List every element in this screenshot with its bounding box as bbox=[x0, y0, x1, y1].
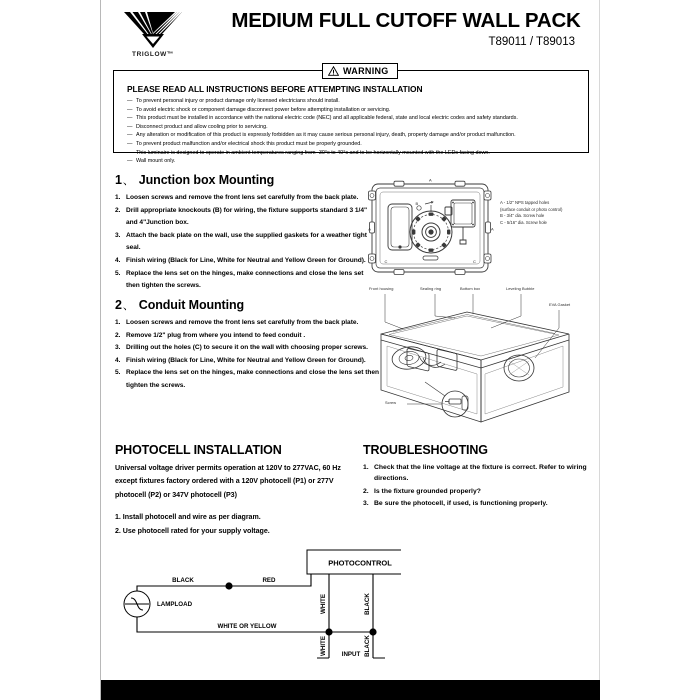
step-text: Finish wiring (Black for Line, White for Neutral and Yellow Green for Ground). bbox=[126, 356, 366, 364]
photocell-installation-section bbox=[115, 443, 357, 538]
section-1-heading bbox=[115, 172, 370, 188]
step-index: 4. bbox=[115, 256, 121, 264]
step-text: Loosen screws and remove the front lens set carefully from the back plate. bbox=[126, 194, 359, 201]
step-item bbox=[115, 192, 370, 205]
wire-label-black-lower: BLACK bbox=[364, 635, 371, 657]
step-index: 2. bbox=[115, 331, 121, 339]
step-index: 1. bbox=[115, 319, 121, 326]
warning-bullet: — Wall mount only. bbox=[127, 158, 176, 165]
troubleshooting-index: 2. bbox=[363, 487, 369, 495]
wire-label-input: INPUT bbox=[341, 651, 361, 658]
photocell-paragraph: Universal voltage driver permits operation at 120V to 277VAC, 60 Hz except fixtures factory ordered with a 120V photocell (P1) or 277V photocell (P2) or 347V photocell (P3) bbox=[115, 464, 341, 499]
legend-line: (surface conduit or photo control) bbox=[500, 206, 563, 212]
warning-bullet-text: This luminaire is designed to operate in ambient temperatures ranging from -30°c to 40°c and to be horizontally mounted with the LEDs facing down. bbox=[136, 149, 490, 156]
junction-box-plate-figure bbox=[367, 178, 591, 286]
step-item bbox=[115, 230, 370, 255]
callout-c-left: C bbox=[384, 259, 388, 264]
section-2-heading bbox=[115, 297, 380, 313]
step-item bbox=[115, 367, 380, 392]
legend-line: A - 1/2" NPS tapped holes bbox=[500, 200, 550, 205]
page-header bbox=[101, 6, 601, 62]
lamp-load-label: LAMPLOAD bbox=[157, 601, 193, 608]
step-text: Remove 1/2" plug from where you intend to feed conduit . bbox=[126, 331, 306, 339]
warning-label: WARNING bbox=[343, 65, 389, 76]
callout-c-right: C bbox=[473, 259, 476, 264]
callout-a-right: A bbox=[491, 226, 494, 232]
warning-bullet: — This luminaire is designed to operate in ambient temperatures ranging from -30°c to 40°c and to be horizontally mounted with the LEDs facing down. bbox=[127, 149, 490, 156]
warning-body bbox=[114, 71, 588, 166]
warning-bullet: — To avoid electric shock or component damage disconnect power before attempting installation or servicing. bbox=[127, 106, 391, 113]
step-index: 2. bbox=[115, 206, 121, 214]
step-text: Replace the lens set on the hinges, make connections and close the lens set then tighten the screws. bbox=[126, 269, 364, 290]
instruction-sheet-page bbox=[100, 0, 600, 700]
troubleshooting-item bbox=[363, 486, 591, 497]
section-junction-box-mounting bbox=[115, 172, 370, 293]
warning-bullet-text: Disconnect product and allow cooling prior to servicing. bbox=[136, 123, 268, 130]
warning-bullet: — To prevent personal injury or product damage only licensed electricians should install. bbox=[127, 98, 340, 104]
wire-label-white-upper: WHITE bbox=[320, 594, 327, 614]
wiring-schematic bbox=[111, 546, 401, 664]
exploded-label-leveling-bubble: Leveling Bubble bbox=[506, 286, 535, 291]
wire-label-white-lower: WHITE bbox=[320, 636, 327, 656]
step-text: Replace the lens set on the hinges, make connections and close the lens set then tighten the screws. bbox=[126, 369, 379, 389]
warning-bullet: — To prevent product malfunction and/or electrical shock this product must be properly grounded. bbox=[127, 140, 362, 147]
exploded-label-eva-gasket: EVA Gasket bbox=[549, 302, 571, 307]
warning-bullet-text: Wall mount only. bbox=[136, 158, 176, 165]
wire-label-black-top: BLACK bbox=[172, 577, 194, 584]
warning-bullet: — Any alteration or modification of this product is expressly forbidden as it may cause serious personal injury, death, property damage and/or product malfunction. bbox=[127, 132, 516, 139]
wire-junction-dot bbox=[225, 582, 232, 589]
troubleshooting-index: 1. bbox=[363, 464, 369, 471]
troubleshooting-heading: TROUBLESHOOTING bbox=[363, 443, 488, 457]
triglow-triangle-logo-icon bbox=[122, 10, 184, 50]
warning-bullet-text: To prevent personal injury or product damage only licensed electricians should install. bbox=[136, 98, 340, 104]
brand-wordmark: TRIGLOW™ bbox=[132, 51, 174, 58]
footer-black-bar bbox=[101, 680, 600, 700]
exploded-assembly-figure bbox=[363, 282, 599, 430]
wire-junction-dot bbox=[369, 628, 376, 635]
step-text: Loosen screws and remove the front lens set carefully from the back plate. bbox=[126, 319, 359, 326]
step-item bbox=[115, 268, 370, 293]
wire-label-red: RED bbox=[262, 577, 276, 584]
callout-b: B bbox=[415, 201, 419, 206]
step-text: Attach the back plate on the wall, use the supplied gaskets for a weather tight seal. bbox=[126, 231, 367, 252]
legend-line: B - 3/4" dia. Screw hole bbox=[500, 213, 545, 219]
step-text: Drill appropriate knockouts (B) for wiring, the fixture supports standard 3 1/4" and 4"Junction box. bbox=[126, 206, 368, 227]
troubleshooting-text: Be sure the photocell, if used, is functioning properly. bbox=[374, 500, 548, 508]
troubleshooting-section bbox=[363, 443, 591, 511]
troubleshooting-text: Check that the line voltage at the fixture is correct. Refer to wiring directions. bbox=[374, 464, 587, 483]
photocell-step: 2. Use photocell rated for your supply voltage. bbox=[115, 526, 270, 535]
warning-triangle-icon bbox=[328, 66, 339, 76]
exploded-label-bottom-box: Bottom box bbox=[460, 286, 481, 291]
warning-bullet-text: Any alteration or modification of this product is expressly forbidden as it may cause serious personal injury, death, property damage and/or product malfunction. bbox=[136, 132, 516, 139]
section-1-mark: 、 bbox=[122, 175, 134, 187]
step-text: Drilling out the holes (C) to secure it on the wall with choosing proper screws. bbox=[126, 344, 368, 352]
photocontrol-label: PHOTOCONTROL bbox=[328, 558, 392, 568]
exploded-label-screw: Screw bbox=[385, 400, 397, 405]
step-item bbox=[115, 355, 380, 368]
step-item bbox=[115, 205, 370, 230]
section-1-steps bbox=[115, 192, 370, 293]
step-index: 3. bbox=[115, 344, 121, 352]
warning-bullet: — Disconnect product and allow cooling prior to servicing. bbox=[127, 123, 268, 130]
section-1-title: Junction box Mounting bbox=[138, 173, 275, 187]
page-title: MEDIUM FULL CUTOFF WALL PACK bbox=[231, 9, 581, 32]
wire-label-black-upper: BLACK bbox=[364, 593, 371, 615]
exploded-label-sealing-ring: Sealing ring bbox=[420, 286, 442, 291]
legend-line: C - 5/16" dia. Screw hole bbox=[500, 219, 547, 225]
photocell-steps bbox=[115, 511, 357, 538]
callout-a-left: A bbox=[368, 226, 371, 232]
model-numbers: T89011 / T89013 bbox=[488, 36, 575, 48]
step-item bbox=[115, 317, 380, 330]
step-index: 3. bbox=[115, 231, 121, 239]
step-index: 5. bbox=[115, 369, 121, 377]
section-2-steps bbox=[115, 317, 380, 393]
step-text: Finish wiring (Black for Line, White for Neutral and Yellow Green for Ground). bbox=[126, 256, 366, 264]
photocell-wiring-diagram bbox=[111, 546, 401, 666]
step-item bbox=[115, 342, 380, 355]
photocell-heading: PHOTOCELL INSTALLATION bbox=[115, 443, 282, 457]
warning-bullet-text: To prevent product malfunction and/or electrical shock this product must be properly grounded. bbox=[136, 140, 362, 147]
back-plate-drawing bbox=[367, 178, 497, 282]
exploded-label-front-housing: Front housing bbox=[369, 286, 394, 291]
warning-bullet: — This product must be installed in accordance with the national electric code (NEC) and all applicable federal, state and local electric codes and safety standards. bbox=[127, 115, 518, 122]
photocell-step: 1. Install photocell and wire as per diagram. bbox=[115, 513, 261, 522]
brand-logo bbox=[115, 10, 191, 58]
warning-heading: PLEASE READ ALL INSTRUCTIONS BEFORE ATTEMPTING INSTALLATION bbox=[127, 84, 423, 94]
wire-label-white-or-yellow: WHITE OR YELLOW bbox=[217, 623, 277, 630]
warning-box bbox=[113, 65, 589, 165]
step-item bbox=[115, 255, 370, 268]
troubleshooting-item bbox=[363, 498, 591, 509]
troubleshooting-index: 3. bbox=[363, 500, 369, 508]
section-1-number: 1 bbox=[115, 173, 122, 187]
callout-a-top: A bbox=[429, 178, 432, 183]
step-index: 1. bbox=[115, 194, 121, 201]
section-2-title: Conduit Mounting bbox=[138, 298, 245, 312]
step-index: 4. bbox=[115, 356, 121, 364]
section-conduit-mounting bbox=[115, 297, 380, 393]
junction-box-legend bbox=[500, 200, 562, 226]
warning-badge bbox=[322, 63, 398, 79]
warning-bullet-text: This product must be installed in accordance with the national electric code (NEC) and all applicable federal, state and local electric codes and safety standards. bbox=[136, 115, 518, 122]
step-index: 5. bbox=[115, 269, 121, 277]
troubleshooting-item bbox=[363, 462, 591, 485]
troubleshooting-text: Is the fixture grounded properly? bbox=[374, 487, 481, 495]
warning-bullet-text: To avoid electric shock or component damage disconnect power before attempting installation or servicing. bbox=[136, 106, 391, 113]
section-2-number: 2 bbox=[115, 298, 122, 312]
wire-junction-dot bbox=[325, 628, 332, 635]
step-item bbox=[115, 330, 380, 343]
section-2-mark: 、 bbox=[122, 300, 134, 312]
